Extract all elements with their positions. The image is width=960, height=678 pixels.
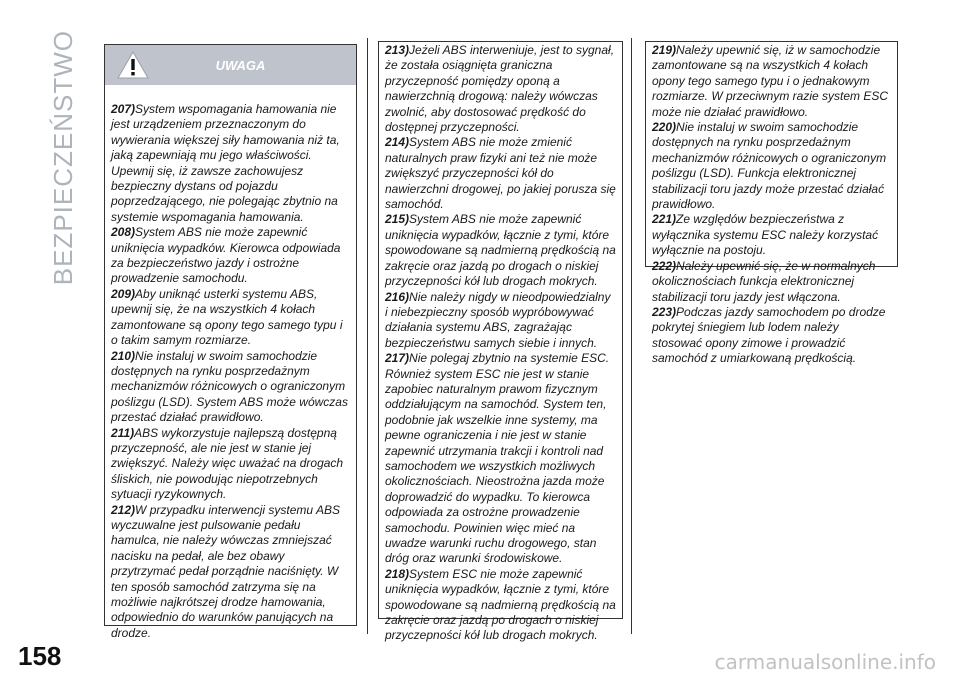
- note-number: 211): [111, 425, 135, 440]
- warning-note: [385, 212, 616, 289]
- warning-note: [111, 225, 350, 287]
- note-text: Nie instaluj w swoim samochodzie dostępnych na rynku posprzedażnym mechanizmów różnicowych o ograniczonym poślizgu (LSD). System ABS może wówczas przestać działać prawidłowo.: [111, 348, 348, 425]
- note-text: Aby uniknąć usterki systemu ABS, upewnij się, że na wszystkich 4 kołach zamontowane są opony tego samego typu i o takim samym rozmiarze.: [111, 286, 343, 348]
- warning-notes-col-2: [379, 42, 622, 644]
- note-text: System ESC nie może zapewnić uniknięcia wypadków, łącznie z tymi, które spowodowane są nadmierną prędkością na zakręcie oraz jazdą po drogach o niskiej przyczepności kół lub drogach mokrych.: [385, 566, 616, 643]
- warning-note: [111, 349, 350, 426]
- warning-note: [111, 287, 350, 349]
- note-text: ABS wykorzystuje najlepszą dostępną przyczepność, ale nie jest w stanie jej zwiększyć. Należy więc uważać na drogach śliskich, nie powodując niepotrzebnych sytuacji ryzykownych.: [111, 425, 344, 502]
- column-divider: [367, 38, 368, 634]
- note-text: System ABS nie może zmienić naturalnych praw fizyki ani też nie może zwiększyć przyczepności kół do nawierzchni drogowej, po jakiej porusza się samochód.: [385, 135, 616, 212]
- warning-note: [652, 212, 891, 258]
- warning-note: [385, 290, 616, 352]
- warning-notes-col-3: [646, 42, 897, 367]
- notes-box-col-2: [378, 41, 623, 643]
- warning-note: [385, 567, 616, 644]
- note-number: 218): [385, 566, 410, 581]
- warning-box-header: [105, 45, 356, 85]
- warning-note: [652, 43, 891, 120]
- note-number: 223): [652, 304, 677, 319]
- note-text: Ze względów bezpieczeństwa z wyłącznika systemu ESC należy korzystać wyłącznie na postoju.: [652, 212, 879, 258]
- warning-note: [385, 135, 616, 212]
- note-text: Nie instaluj w swoim samochodzie dostępnych na rynku posprzedażnym mechanizmów różnicowych o ograniczonym poślizgu (LSD). Funkcja elektronicznej stabilizacji toru jazdy może przestać działać prawidłowo.: [652, 120, 887, 212]
- warning-notes-col-1: [105, 85, 356, 641]
- note-number: 219): [652, 43, 677, 57]
- warning-box-title: UWAGA: [215, 58, 266, 73]
- note-text: Nie polegaj zbytnio na systemie ESC. Również system ESC nie jest w stanie zapobiec naturalnym prawom fizycznym oddziałującym na samochód. System ten, podobnie jak wszelkie inne systemy, ma pewne ograniczenia i nie jest w stanie zapewnić utrzymania trakcji i kontroli nad samochodem we wszystkich możliwych okolicznościach. Nieostrożna jazda może doprowadzić do wypadku. To kierowca odpowiada za ostrożne prowadzenie samochodu. Powinien więc mieć na uwadze warunki ruchu drogowego, stan dróg oraz warunki środowiskowe.: [385, 351, 610, 566]
- note-number: 210): [111, 348, 136, 363]
- note-text: Jeżeli ABS interweniuje, jest to sygnał, że została osiągnięta graniczna przyczepność pomiędzy oponą a nawierzchnią drogową: należy wówczas zwolnić, aby dostosować prędkość do dostępnej przyczepności.: [385, 43, 615, 135]
- note-number: 207): [111, 102, 136, 116]
- warning-note: [652, 259, 891, 305]
- note-number: 215): [385, 212, 410, 227]
- warning-note: [385, 351, 616, 567]
- note-text: System ABS nie może zapewnić uniknięcia wypadków. Kierowca odpowiada za bezpieczeństwo jazdy i ostrożne prowadzenie samochodu.: [111, 225, 341, 286]
- notes-box-col-3: [645, 41, 898, 366]
- note-text: Nie należy nigdy w nieodpowiedzialny i niebezpieczny sposób wypróbowywać działania systemu ABS, zagrażając bezpieczeństwu samych siebie i innych.: [385, 289, 611, 350]
- warning-note: [111, 426, 350, 503]
- warning-note: [652, 305, 891, 367]
- column-divider: [631, 38, 632, 634]
- watermark: carmanualsonline.info: [714, 650, 936, 674]
- note-text: System ABS nie może zapewnić uniknięcia wypadków, łącznie z tymi, które spowodowane są nadmierną prędkością na zakręcie oraz jazdą po drogach o niskiej przyczepności kół lub drogach mokrych.: [385, 212, 616, 289]
- warning-note: [111, 102, 350, 225]
- note-text: System wspomagania hamowania nie jest urządzeniem przeznaczonym do wywierania większej siły hamowania niż ta, jaką zapewniają mu jego właściwości. Upewnij się, iż zawsze zachowujesz bezpieczny dystans od pojazdu poprzedzającego, nie polegając zbytnio na systemie wspomagania hamowania.: [111, 102, 340, 224]
- warning-note: [111, 503, 350, 642]
- note-number: 214): [385, 135, 410, 150]
- section-tab: BEZPIECZEŃSTWO: [48, 30, 78, 286]
- note-text: Należy upewnić się, iż w samochodzie zamontowane są na wszystkich 4 kołach opony tego samego typu i o jednakowym rozmiarze. W przeciwnym razie system ESC może nie działać prawidłowo.: [652, 43, 889, 119]
- page-number: 158: [18, 641, 62, 671]
- warning-box: [104, 44, 357, 640]
- warning-note: [385, 43, 616, 135]
- note-number: 222): [652, 258, 677, 273]
- note-number: 208): [111, 225, 136, 240]
- note-number: 212): [111, 502, 136, 517]
- warning-note: [652, 120, 891, 212]
- note-text: W przypadku interwencji systemu ABS wyczuwalne jest pulsowanie pedału hamulca, nie należy wówczas zmniejszać nacisku na pedał, ale bez obawy przytrzymać pedał porządnie naciśnięty. W ten sposób samochód zatrzyma się na możliwie najkrótszej drodze hamowania, odpowiednio do warunków panujących na drodze.: [111, 502, 340, 640]
- note-number: 209): [111, 286, 136, 301]
- note-text: Podczas jazdy samochodem po drodze pokrytej śniegiem lub lodem należy stosować opony zimowe i prowadzić samochód z umiarkowaną prędkością.: [652, 304, 886, 366]
- note-number: 221): [652, 212, 677, 227]
- note-number: 220): [652, 120, 677, 135]
- note-number: 217): [385, 351, 410, 366]
- note-number: 213): [385, 43, 410, 57]
- note-text: Należy upewnić się, że w normalnych okolicznościach funkcja elektronicznej stabilizacji toru jazdy jest włączona.: [652, 258, 876, 304]
- note-number: 216): [385, 289, 410, 304]
